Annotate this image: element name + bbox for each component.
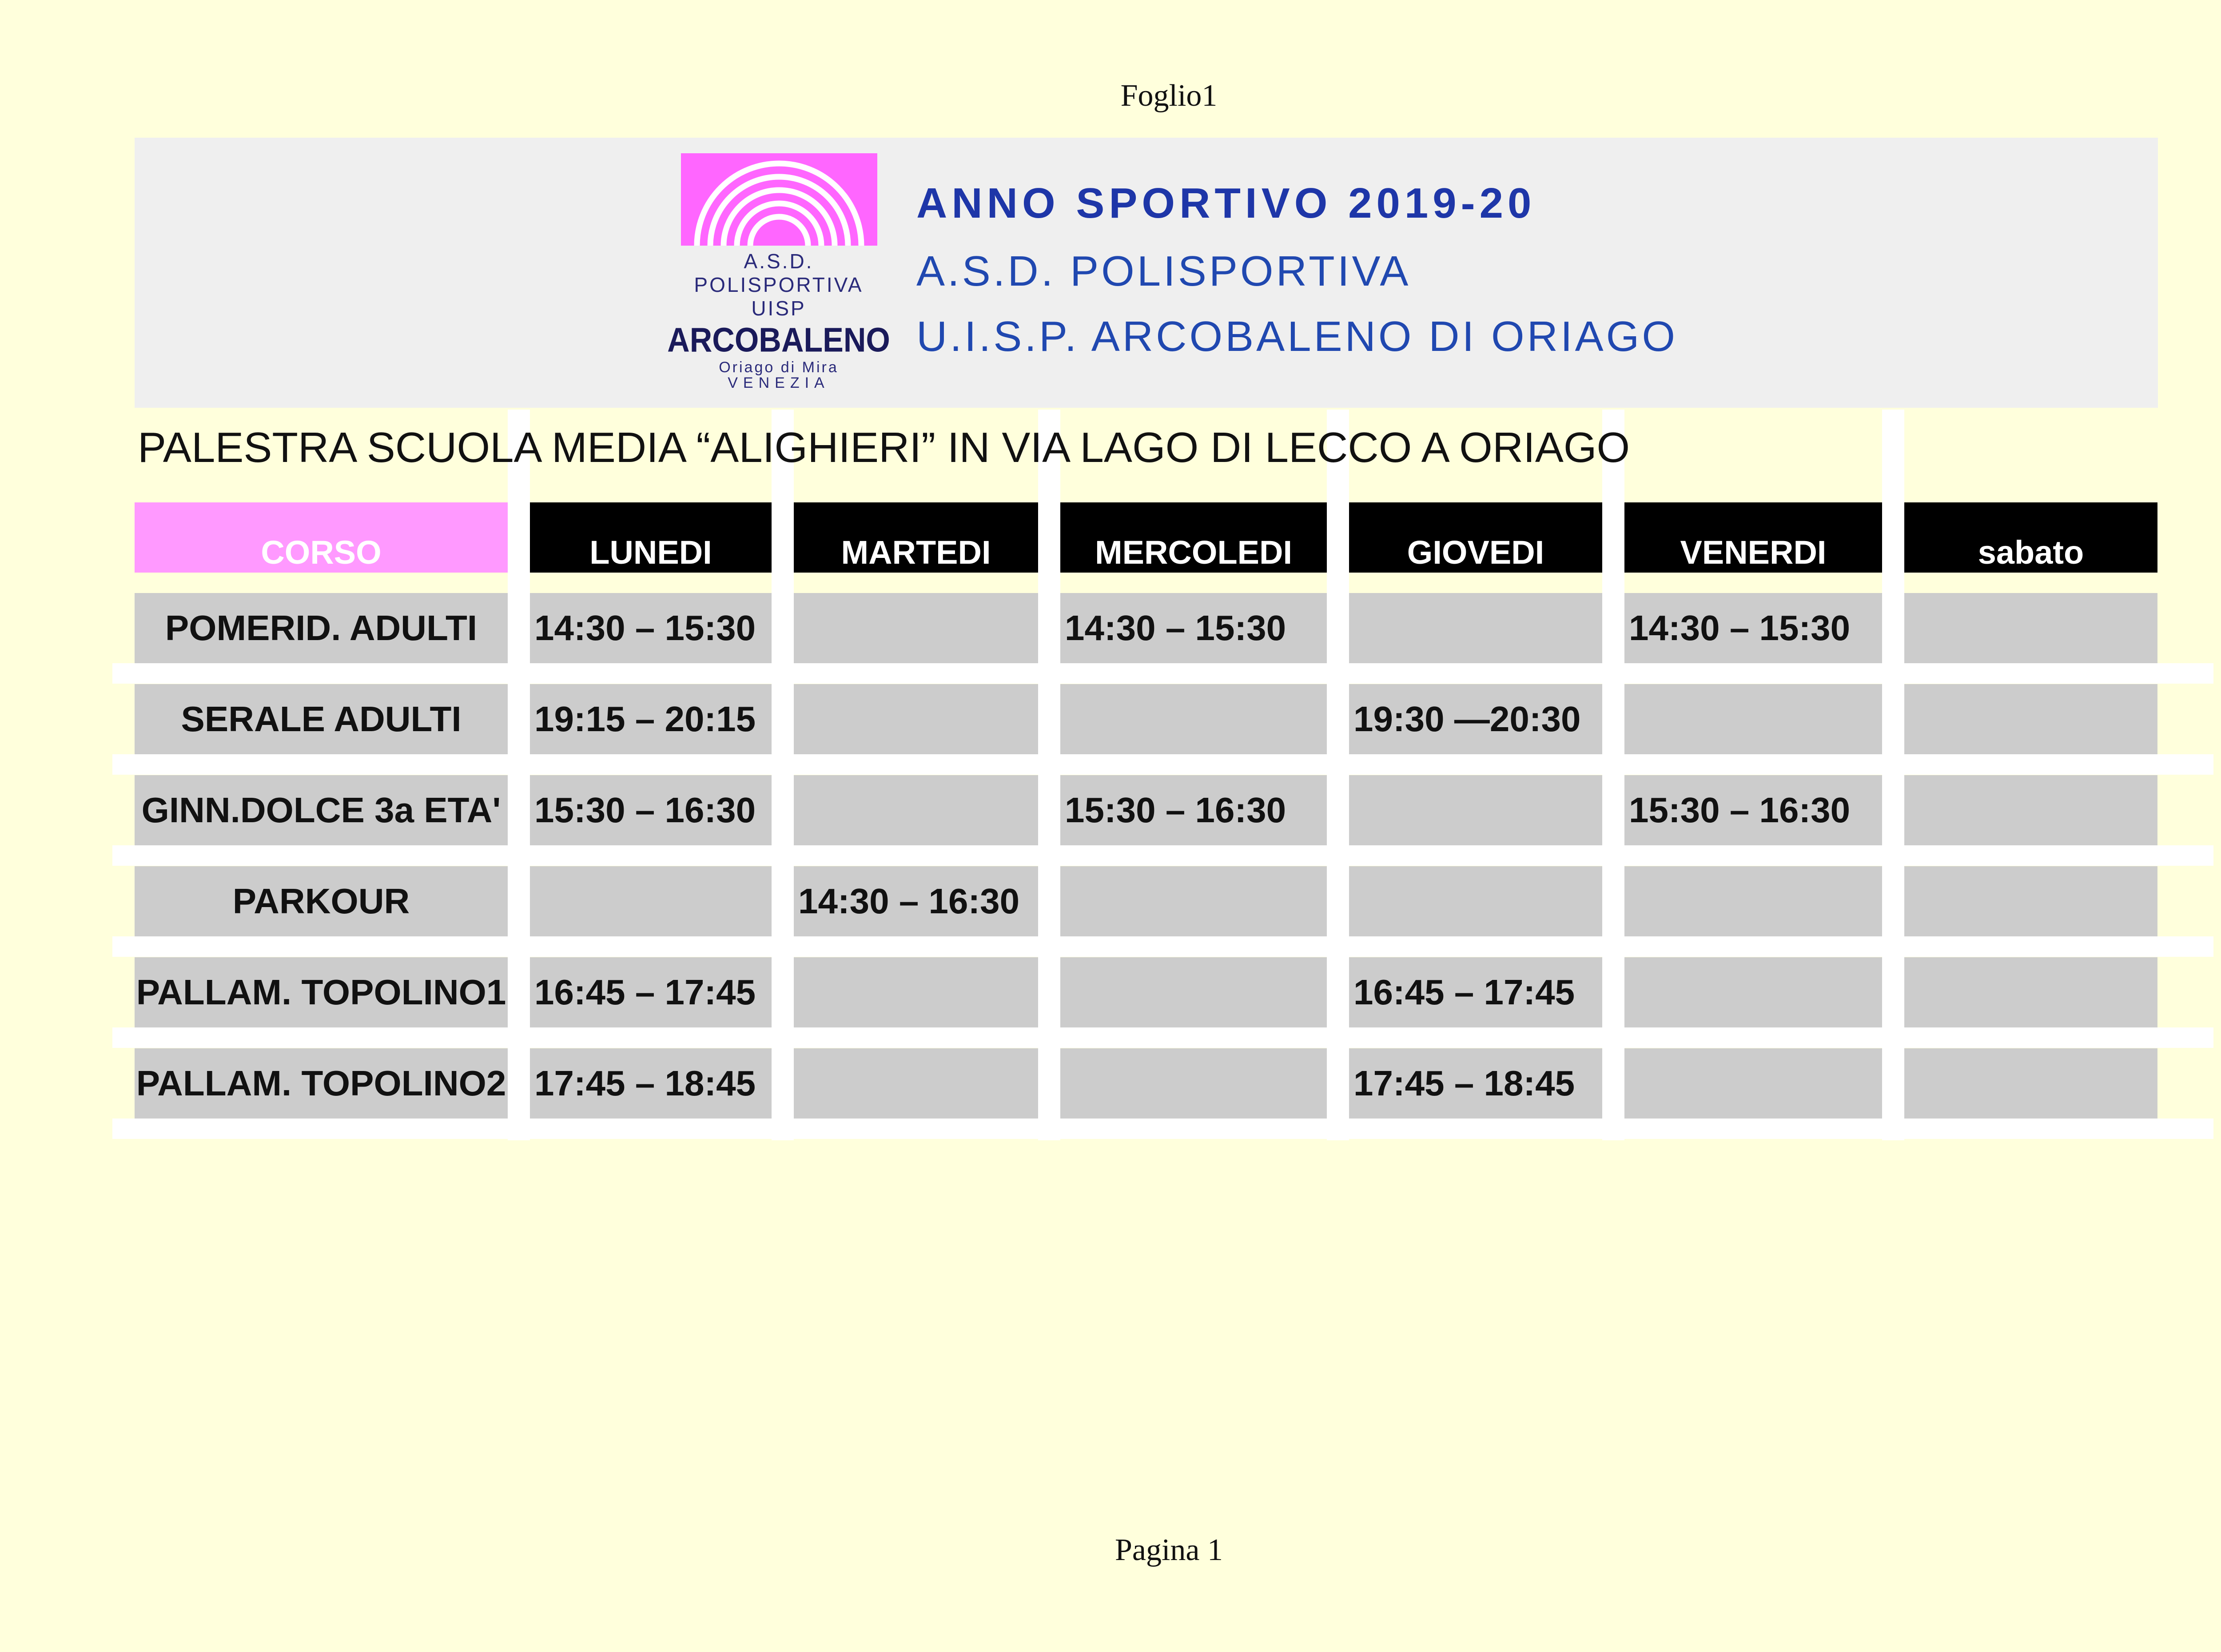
schedule-cell: [1904, 593, 2157, 663]
schedule-cell: 14:30 – 15:30: [1624, 593, 1882, 663]
schedule-cell: [1904, 866, 2157, 936]
schedule-cell: [1624, 1048, 1882, 1119]
schedule-cell: [794, 957, 1038, 1027]
schedule-cell: 15:30 – 16:30: [530, 775, 772, 845]
schedule-cell: [1904, 775, 2157, 845]
schedule-cell: 14:30 – 16:30: [794, 866, 1038, 936]
row-separator: [112, 936, 2213, 957]
schedule-cell: [1349, 593, 1602, 663]
schedule-cell: [794, 684, 1038, 754]
row-separator: [112, 1119, 2213, 1139]
logo-line-uisp: UISP: [751, 297, 806, 320]
schedule-cell: 15:30 – 16:30: [1060, 775, 1327, 845]
header-banner: [135, 138, 2158, 408]
row-separator: [112, 663, 2213, 684]
schedule-cell: [1624, 957, 1882, 1027]
club-logo: [637, 153, 899, 391]
schedule-cell: [794, 1048, 1038, 1119]
schedule-cell: [794, 593, 1038, 663]
schedule-cell: 19:15 – 20:15: [530, 684, 772, 754]
schedule-cell: [1904, 684, 2157, 754]
gym-title: PALESTRA SCUOLA MEDIA “ALIGHIERI” IN VIA LAGO DI LECCO A ORIAGO: [138, 424, 1630, 471]
schedule-cell: [1349, 866, 1602, 936]
schedule-cell: [530, 866, 772, 936]
logo-line-polisportiva: POLISPORTIVA: [694, 273, 864, 296]
schedule-cell: [1060, 1048, 1327, 1119]
header-lunedi: LUNEDI: [530, 502, 772, 573]
header-corso: CORSO: [135, 502, 508, 573]
schedule-cell: 17:45 – 18:45: [530, 1048, 772, 1119]
logo-line-town: Oriago di Mira: [719, 359, 839, 376]
season-title: ANNO SPORTIVO 2019-20: [916, 179, 1536, 227]
logo-line-asd: A.S.D.: [744, 250, 814, 273]
header-martedi: MARTEDI: [794, 502, 1038, 573]
schedule-cell: [1904, 1048, 2157, 1119]
page-number: Pagina 1: [1114, 1533, 1223, 1567]
row-separator: [112, 754, 2213, 775]
course-name: PARKOUR: [135, 866, 508, 936]
logo-line-arcobaleno: ARCOBALENO: [667, 321, 890, 359]
club-name-line: A.S.D. POLISPORTIVA: [916, 247, 1411, 295]
schedule-cell: [1904, 957, 2157, 1027]
course-name: PALLAM. TOPOLINO2: [135, 1048, 508, 1119]
header-sabato: sabato: [1904, 502, 2157, 573]
schedule-cell: 17:45 – 18:45: [1349, 1048, 1602, 1119]
schedule-cell: 14:30 – 15:30: [530, 593, 772, 663]
row-separator: [112, 1027, 2213, 1048]
header-mercoledi: MERCOLEDI: [1060, 502, 1327, 573]
schedule-cell: [1624, 866, 1882, 936]
header-venerdi: VENERDI: [1624, 502, 1882, 573]
row-separator: [112, 845, 2213, 866]
course-name: POMERID. ADULTI: [135, 593, 508, 663]
club-location-line: U.I.S.P. ARCOBALENO DI ORIAGO: [916, 313, 1678, 360]
schedule-cell: 15:30 – 16:30: [1624, 775, 1882, 845]
course-name: SERALE ADULTI: [135, 684, 508, 754]
schedule-cell: [1349, 775, 1602, 845]
schedule-cell: [1060, 866, 1327, 936]
course-name: PALLAM. TOPOLINO1: [135, 957, 508, 1027]
sheet-name: Foglio1: [1120, 79, 1218, 113]
schedule-cell: [1624, 684, 1882, 754]
schedule-cell: [1060, 684, 1327, 754]
schedule-cell: 16:45 – 17:45: [530, 957, 772, 1027]
rainbow-logo-icon: [681, 153, 877, 246]
schedule-cell: 19:30 —20:30: [1349, 684, 1602, 754]
course-name: GINN.DOLCE 3a ETA': [135, 775, 508, 845]
header-giovedi: GIOVEDI: [1349, 502, 1602, 573]
schedule-cell: [794, 775, 1038, 845]
schedule-cell: [1060, 957, 1327, 1027]
schedule-cell: 16:45 – 17:45: [1349, 957, 1602, 1027]
schedule-cell: 14:30 – 15:30: [1060, 593, 1327, 663]
logo-line-city: VENEZIA: [728, 374, 830, 391]
